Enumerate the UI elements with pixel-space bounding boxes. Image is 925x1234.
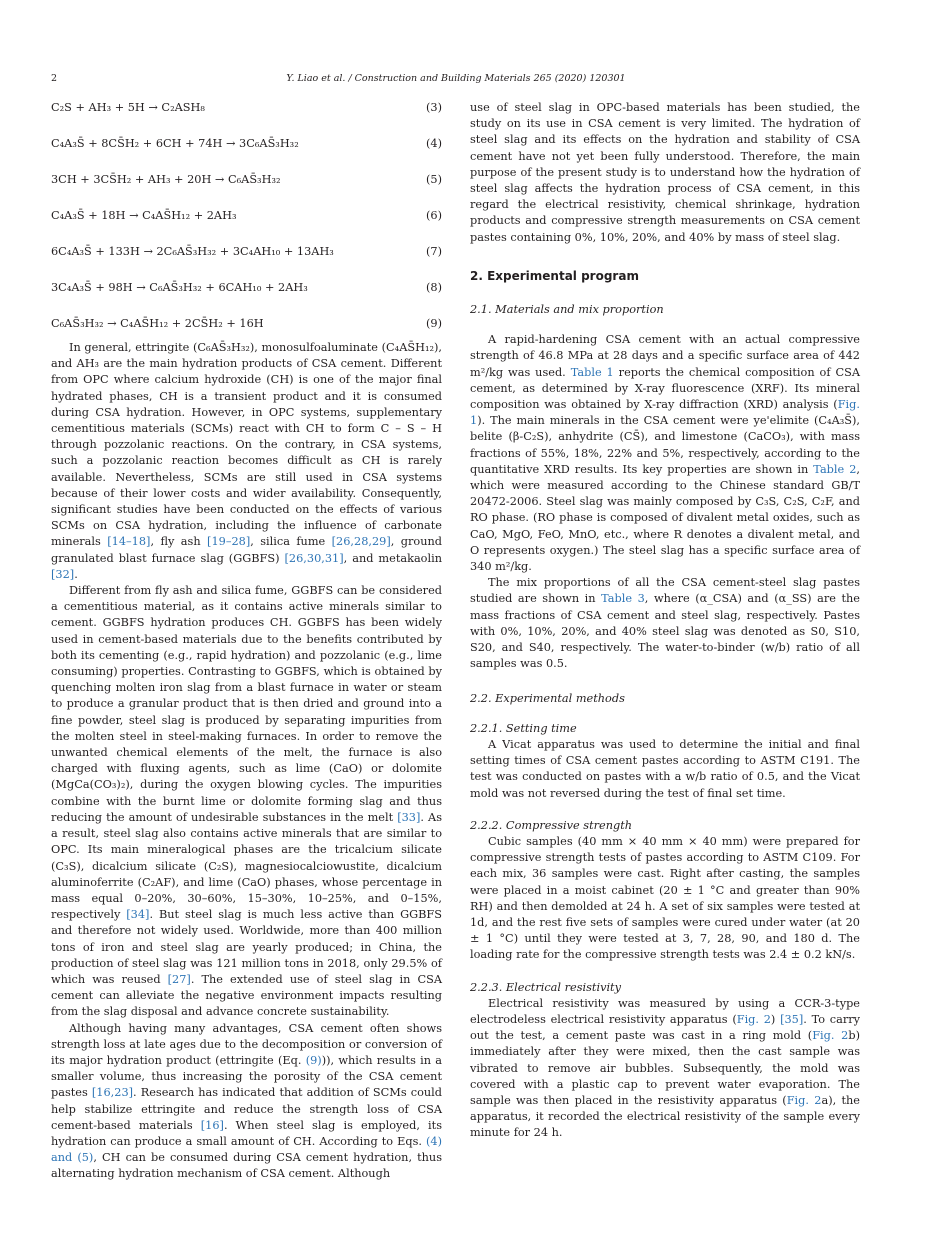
equation-4 <box>51 136 442 154</box>
ref-link[interactable]: [35] <box>780 1012 804 1026</box>
paragraph-strength-loss: Although having many advantages, CSA cement often shows strength loss at late ages due to the decomposition or conversion of its major hydration product (ettringite (Eq. (9))), which results in a smaller volume, thus increasing the porosity of the CSA cement pastes [16,23]. Research has indicated that addition of SCMs could help stabilize ettringite and reduce the strength loss of CSA cement-based materials [16]. When steel slag is employed, its hydration can produce a small amount of CH. According to Eqs. (4) and (5), CH can be consumed during CSA cement hydration, thus alternating hydration mechanism of CSA cement. Although <box>51 1021 443 1181</box>
figure-link[interactable]: Fig. 1 <box>470 398 860 428</box>
equation-number: (5) <box>425 173 442 186</box>
equation-5 <box>51 172 442 190</box>
ref-link[interactable]: [14–18] <box>107 535 151 549</box>
subsubsection-heading-setting-time: 2.2.1. Setting time <box>470 721 577 735</box>
paragraph-mix-proportions: The mix proportions of all the CSA cement-steel slag pastes studied are shown in Table 3, where (α_CSA) and (α_SS) are the mass fractions of CSA cement and steel slag, respectively. Pastes with 0%, 10%, 20%, and 40% steel slag was denoted as S0, S10, S20, and S40, respectively. The water-to-binder (w/b) ratio of all samples was 0.5. <box>470 576 860 671</box>
ref-link[interactable]: [26,30,31] <box>284 551 344 565</box>
subsection-heading-materials: 2.1. Materials and mix proportion <box>470 303 664 317</box>
table-link[interactable]: Table 1 <box>570 365 614 379</box>
equation-body: C₄A₃S̄ + 18H → C₄AS̄H₁₂ + 2AH₃ <box>51 209 237 222</box>
equation-7 <box>51 244 442 262</box>
equation-body: 3CH + 3CS̄H₂ + AH₃ + 20H → C₆AS̄₃H₃₂ <box>51 173 281 186</box>
equation-body: C₆AS̄₃H₃₂ → C₄AS̄H₁₂ + 2CS̄H₂ + 16H <box>51 317 264 330</box>
ref-link[interactable]: [16] <box>200 1118 224 1132</box>
equation-number: (4) <box>425 137 442 150</box>
paragraph-study-purpose: use of steel slag in OPC-based materials has been studied, the study on its use in CSA cement is very limited. The hydration of steel slag and its effects on the hydration and stability of CSA cement have not yet been fully understood. Therefore, the main purpose of the present study is to understand how the hydration of steel slag affects the hydration process of CSA cement, in this regard the electrical resistivity, chemical shrinkage, hydration products and compressive strength measurements on CSA cement pastes containing 0%, 10%, 20%, and 40% by mass of steel slag. <box>470 101 860 244</box>
right-column <box>470 100 860 1142</box>
equation-body: C₂S + AH₃ + 5H → C₂ASH₈ <box>51 101 205 114</box>
equation-body: 3C₄A₃S̄ + 98H → C₆AS̄₃H₃₂ + 6CAH₁₀ + 2AH₃ <box>51 281 308 294</box>
equation-link[interactable]: (4) and (5) <box>51 1134 442 1165</box>
ref-link[interactable]: [34] <box>126 908 150 922</box>
paragraph-hydration-products: In general, ettringite (C₆AS̄₃H₃₂), monosulfoaluminate (C₄AS̄H₁₂), and AH₃ are the main hydration products of CSA cement. Different from OPC where calcium hydroxide (CH) is one of the major final hydrated phases, CH is a transient product and it is consumed during CSA hydration. However, in OPC systems, supplementary cementitious materials (SCMs) react with CH to form C – S – H through pozzolanic reactions. On the contrary, in CSA systems, such a pozzolanic reaction becomes difficult as CH is rarely available. Nevertheless, SCMs are still used in CSA systems because of their lower costs and wider availability. Consequently, significant studies have been conducted on the effects of various SCMs on CSA hydration, including the influence of carbonate minerals [14–18], fly ash [19–28], silica fume [26,28,29], ground granulated blast furnace slag (GGBFS) [26,30,31], and metakaolin [32]. <box>51 341 442 581</box>
paragraph-compressive-strength: Cubic samples (40 mm × 40 mm × 40 mm) were prepared for compressive strength tests of pastes according to ASTM C109. For each mix, 36 samples were cast. Right after casting, the samples were placed in a moist cabinet (20 ± 1 °C and greater than 90% RH) and then demolded at 24 h. A set of six samples were tested at 1d, and the rest five sets of samples were cured under water (at 20 ± 1 °C) until they were tested at 3, 7, 28, 90, and 180 d. The loading rate for the compressive strength tests was 2.4 ± 0.2 kN/s. <box>470 834 860 962</box>
page-number: 2 <box>51 73 58 84</box>
equation-link[interactable]: (9) <box>305 1053 322 1067</box>
equation-8 <box>51 280 442 298</box>
paragraph-electrical-resistivity: Electrical resistivity was measured by using a CCR-3-type electrodeless electrical resistivity apparatus (Fig. 2) [35]. To carry out the test, a cement paste was cast in a ring mold (Fig. 2b) immediately after they were mixed, then the cast sample was vibrated to remove air bubbles. Subsequently, the mold was covered with a plastic cap to prevent water evaporation. The sample was then placed in the resistivity apparatus (Fig. 2a), the apparatus, it recorded the electrical resistivity of the sample every minute for 24 h. <box>470 996 860 1140</box>
equation-body: 6C₄A₃S̄ + 133H → 2C₆AS̄₃H₃₂ + 3C₄AH₁₀ + 13AH₃ <box>51 245 334 258</box>
equation-3 <box>51 100 442 118</box>
equation-number: (9) <box>425 317 442 330</box>
subsubsection-heading-compressive-strength: 2.2.2. Compressive strength <box>470 818 633 832</box>
ref-link[interactable]: [19–28] <box>207 535 251 549</box>
equation-body: C₄A₃S̄ + 8CS̄H₂ + 6CH + 74H → 3C₆AS̄₃H₃₂ <box>51 137 299 150</box>
ref-link[interactable]: [27] <box>167 972 191 986</box>
ref-link[interactable]: [26,28,29] <box>331 535 391 549</box>
table-link[interactable]: Table 3 <box>601 592 645 606</box>
paragraph-setting-time: A Vicat apparatus was used to determine the initial and final setting times of CSA cement pastes according to ASTM C191. The test was conducted on pastes with a w/b ratio of 0.5, and the Vicat mold was not reversed during the test of final set time. <box>470 737 860 800</box>
subsubsection-heading-electrical-resistivity: 2.2.3. Electrical resistivity <box>470 980 621 994</box>
paragraph-materials: A rapid-hardening CSA cement with an actual compressive strength of 46.8 MPa at 28 days and a specific surface area of 442 m²/kg was used. Table 1 reports the chemical composition of CSA cement, as determined by X-ray fluorescence (XRF). Its mineral composition was obtained by X-ray diffraction (XRD) analysis (Fig. 1). The main minerals in the CSA cement were ye'elimite (C₄A₃S̄), belite (β-C₂S), anhydrite (CS̄), and limestone (CaCO₃), with mass fractions of 55%, 18%, 22% and 5%, respectively, according to the quantitative XRD results. Its key properties are shown in Table 2, which were measured according to the Chinese standard GB/T 20472-2006. Steel slag was mainly composed by C₃S, C₂S, C₂F, and RO phase. (RO phase is composed of divalent metal oxides, such as CaO, MgO, FeO, MnO, etc., where R denotes a divalent metal, and O represents oxygen.) The steel slag has a specific surface area of 340 m²/kg. <box>470 333 861 574</box>
figure-link[interactable]: Fig. 2 <box>786 1093 822 1107</box>
paragraph-ggbfs-steel-slag: Different from fly ash and silica fume, GGBFS can be considered a cementitious material, as it contains active minerals similar to cement. GGBFS hydration produces CH. GGBFS has been widely used in cement-based materials due to the benefits contributed by both its cementing (e.g., rapid hydration) and pozzolanic (e.g., lime consuming) properties. Contrasting to GGBFS, which is obtained by quenching molten iron slag from a blast furnace in water or steam to produce a granular product that is then dried and ground into a fine powder, steel slag is produced by separating impurities from the molten steel in steel-making furnaces. In order to remove the unwanted chemical elements of the melt, the furnace is also charged with fluxing agents, such as lime (CaO) or dolomite (MgCa(CO₃)₂), during the oxygen blowing cycles. The impurities combine with the burnt lime or dolomite forming slag and thus reducing the amount of undesirable substances in the melt [33]. As a result, steel slag also contains active minerals that are similar to OPC. Its main mineralogical phases are the tricalcium silicate (C₃S), dicalcium silicate (C₂S), magnesiocalciowustite, dicalcium aluminoferrite (C₂AF), and lime (CaO) phases, whose percentage in mass equal 0–20%, 30–60%, 15–30%, 10–25%, and 0–15%, respectively [34]. But steel slag is much less active than GGBFS and therefore not widely used. Worldwide, more than 400 million tons of iron and steel slag are yearly produced; in China, the production of steel slag was 121 million tons in 2018, only 29.5% of which was reused [27]. The extended use of steel slag in CSA cement can alleviate the negative environment impacts resulting from the slag disposal and advance concrete sustainability. <box>51 584 443 1019</box>
equation-number: (6) <box>425 209 442 222</box>
section-heading-experimental-program: 2. Experimental program <box>470 268 639 283</box>
left-column <box>51 100 442 1183</box>
running-header <box>51 73 861 87</box>
ref-link[interactable]: [32] <box>51 567 75 581</box>
equation-number: (8) <box>425 281 442 294</box>
subsection-heading-methods: 2.2. Experimental methods <box>470 691 625 705</box>
journal-citation: Y. Liao et al. / Construction and Building Materials 265 (2020) 120301 <box>286 73 626 84</box>
equation-9 <box>51 316 442 334</box>
equation-number: (3) <box>425 101 442 114</box>
equation-number: (7) <box>425 245 442 258</box>
ref-link[interactable]: [33] <box>397 810 421 824</box>
figure-link[interactable]: Fig. 2 <box>736 1012 771 1026</box>
ref-link[interactable]: [16,23] <box>91 1086 134 1100</box>
equation-6 <box>51 208 442 226</box>
figure-link[interactable]: Fig. 2 <box>812 1029 849 1043</box>
table-link[interactable]: Table 2 <box>813 462 857 476</box>
